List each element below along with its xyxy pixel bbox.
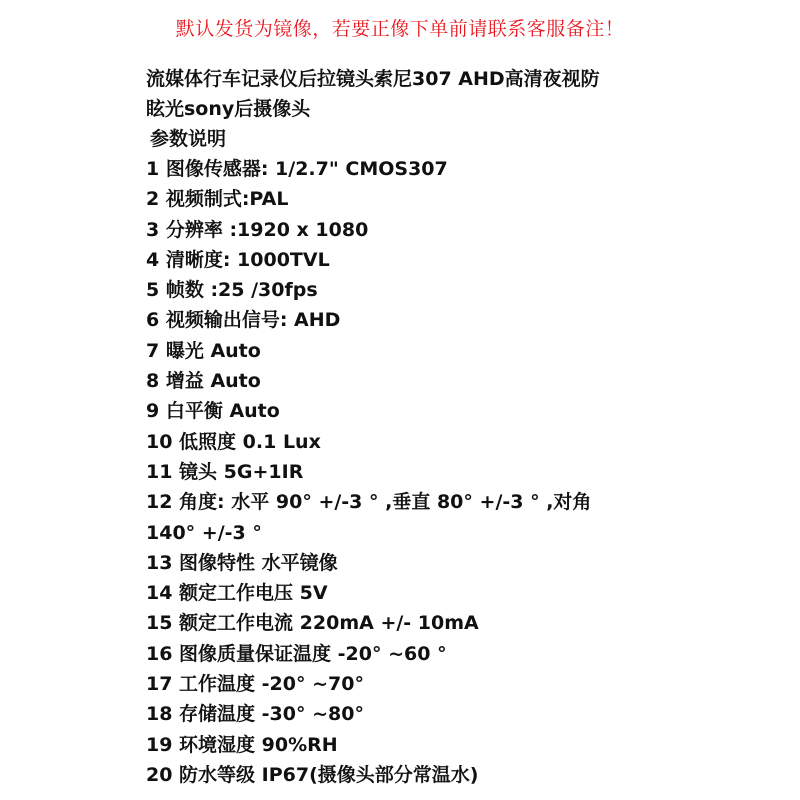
spec-item: 3 分辨率 :1920 x 1080 — [146, 218, 369, 241]
spec-item: 19 环境湿度 90%RH — [146, 733, 338, 756]
spec-item: 14 额定工作电压 5V — [146, 582, 328, 605]
spec-item: 15 额定工作电流 220mA +/- 10mA — [146, 612, 479, 635]
product-title-line-1: 流媒体行车记录仪后拉镜头索尼307 AHD高清夜视防 — [146, 68, 600, 90]
spec-item: 9 白平衡 Auto — [146, 400, 280, 423]
spec-list — [146, 154, 786, 790]
spec-item: 17 工作温度 -20° ~70° — [146, 673, 364, 696]
spec-item: 20 防水等级 IP67(摄像头部分常温水) — [146, 763, 479, 786]
spec-item: 18 存储温度 -30° ~80° — [146, 703, 364, 726]
spec-item: 5 帧数 :25 /30fps — [146, 279, 318, 302]
spec-item: 13 图像特性 水平镜像 — [146, 551, 338, 574]
product-title-line-2: 眩光sony后摄像头 — [146, 98, 311, 120]
mirror-notice: 默认发货为镜像，若要正像下单前请联系客服备注！ — [175, 18, 625, 40]
section-heading: 参数说明 — [150, 128, 227, 150]
spec-item: 8 增益 Auto — [146, 370, 261, 393]
spec-item: 16 图像质量保证温度 -20° ~60 ° — [146, 642, 447, 665]
spec-item: 7 曝光 Auto — [146, 339, 261, 362]
spec-item: 6 视频输出信号: AHD — [146, 309, 341, 332]
spec-item: 10 低照度 0.1 Lux — [146, 430, 321, 453]
spec-item: 11 镜头 5G+1IR — [146, 460, 304, 483]
spec-item: 1 图像传感器: 1/2.7" CMOS307 — [146, 158, 448, 180]
spec-item: 2 视频制式:PAL — [146, 188, 289, 211]
spec-item-continuation: 140° +/-3 ° — [146, 521, 262, 544]
product-spec-document — [146, 64, 786, 790]
spec-item: 12 角度: 水平 90° +/-3 ° ,垂直 80° +/-3 ° ,对角 — [146, 491, 592, 514]
spec-item: 4 清晰度: 1000TVL — [146, 248, 330, 271]
